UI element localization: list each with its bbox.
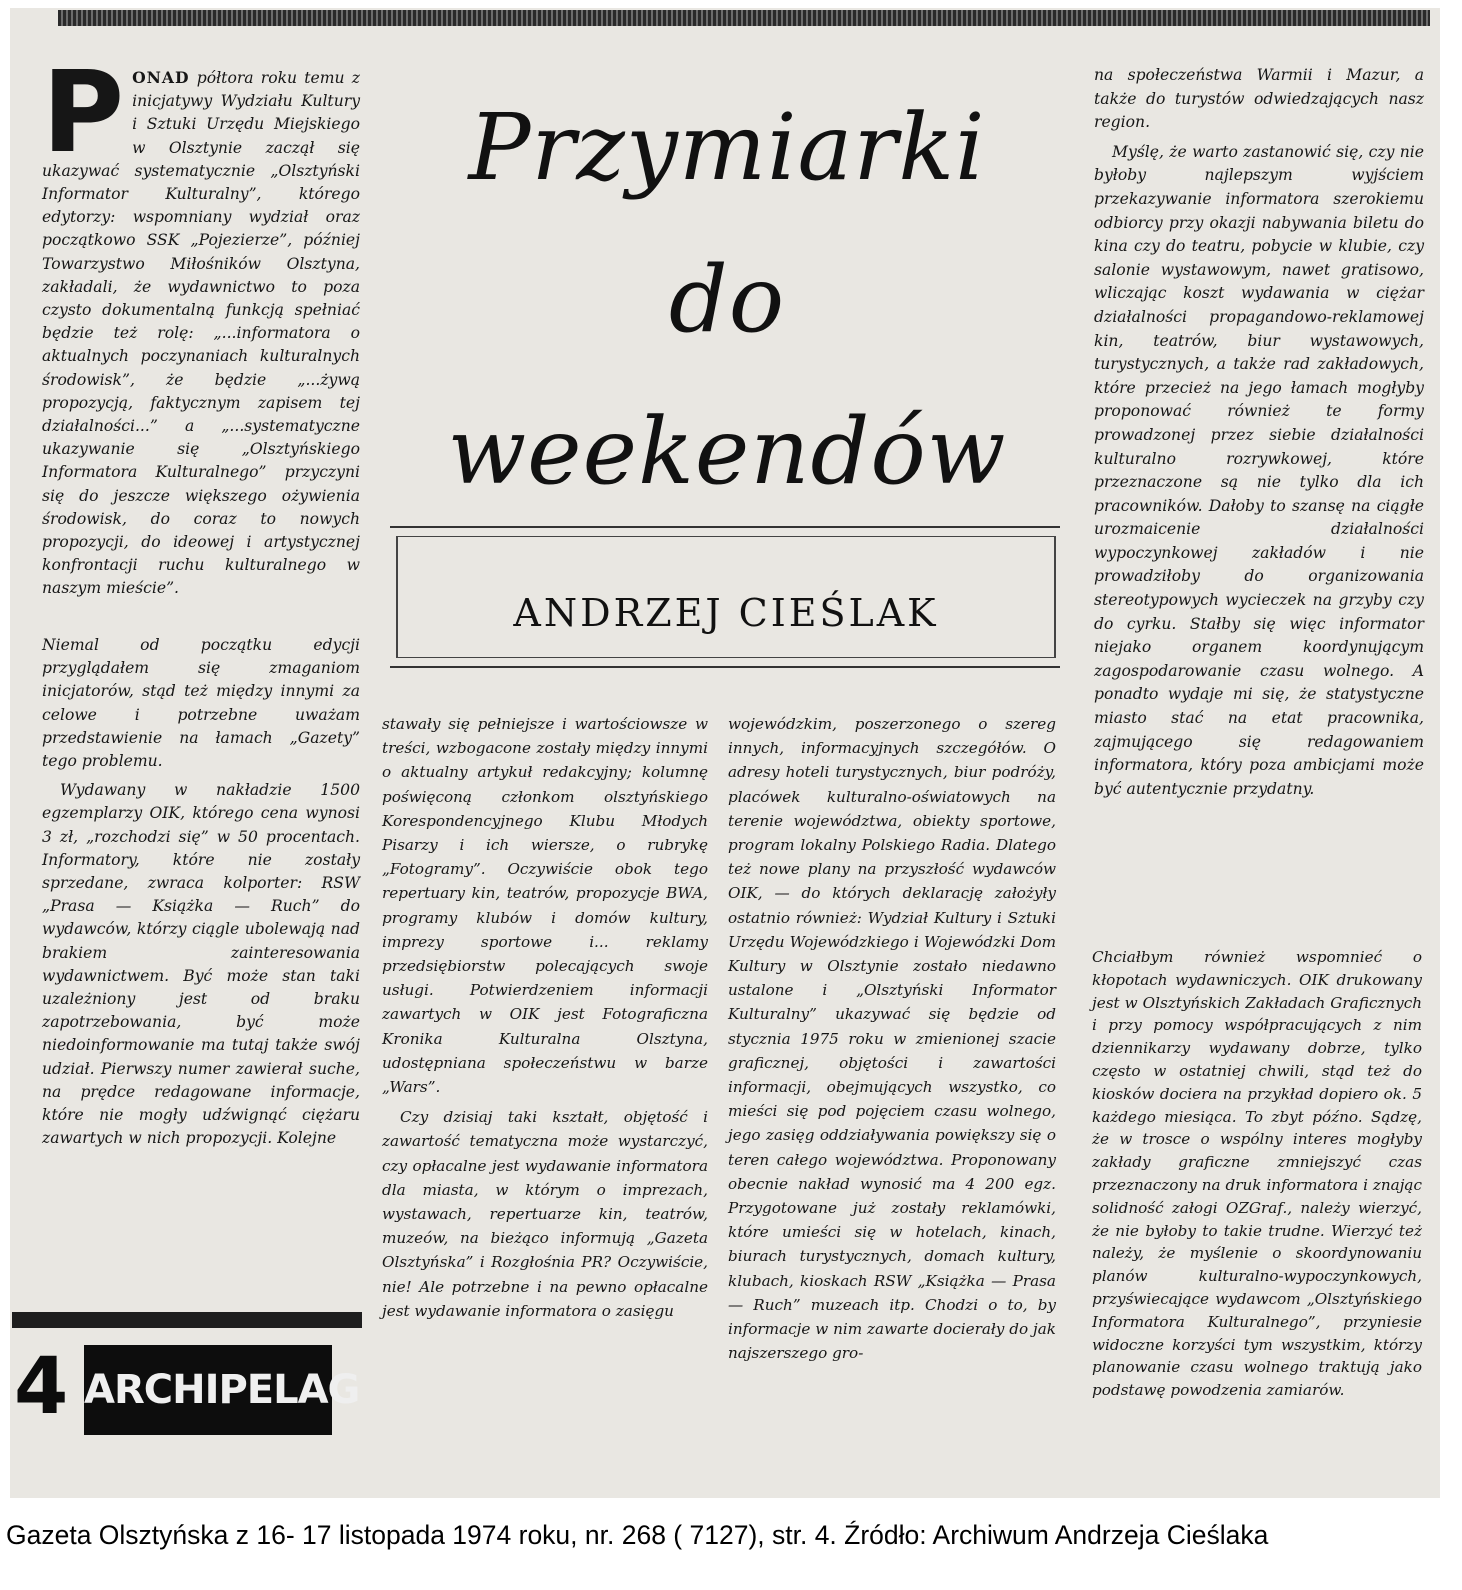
paragraph: Wydawany w nakładzie 1500 egzemplarzy OIK, którego cena wynosi 3 zł, „rozchodzi się” w 50 procentach. Informatory, które nie zostały sprzedane, zwraca kolporter: RSW „Prasa — Książka — Ruch” do wydawców, którzy ciągle ubolewają nad brakiem zainteresowania wydawnictwem. Być może stan taki uzależniony jest od braku zapotrzebowania, być może niedoinformowanie ma tutaj także swój udział. Pierwszy numer zawierał suche, na prędce redagowane informacje, które nie mogły udźwignąć ciężaru zawartych w nich propozycji. Kolejne [42,781,360,1148]
drop-cap: P [42,48,125,178]
title-line: Przymiarki [468,94,986,201]
byline-inner-frame [396,536,1056,658]
paragraph: stawały się pełniejsze i wartościowsze w treści, wzbogacone zostały między innymi o aktualny artykuł redakcyjny; kolumnę poświęconą członkom olsztyńskiego Korespondencyjnego Klubu Młodych Pisarzy i ich wiersze, o rubrykę „Fotogramy”. Oczywiście obok tego repertuary kin, teatrów, propozycje BWA, programy klubów i domów kultury, imprezy sportowe i... reklamy przedsiębiorstw polecających swoje usługi. Potwierdzeniem informacji zawartych w OIK jest Fotograficzna Kronika Kulturalna Olsztyna, udostępniana społeczeństwu w barze „Wars”. [382,715,708,1097]
column-4-lower [1092,946,1422,1408]
paragraph: Czy dzisiaj taki kształt, objętość i zawartość tematyczna może wystarczyć, czy opłacalne jest wydawanie informatora dla miasta, w którym o imprezach, wystawach, repertuarze kin, teatrów, muzeów, na bieżąco informują „Gazeta Olsztyńska” i Rozgłośnia PR? Oczywiście, nie! Ale potrzebne i na pewno opłacalne jest wydawanie informatora o zasięgu [382,1108,708,1320]
column-4 [1094,64,1424,807]
byline-frame [390,526,1060,668]
column-2 [382,712,708,1329]
lead-word: ONAD [132,68,190,87]
column-3 [728,712,1056,1371]
paragraph: Myślę, że warto zastanowić się, czy nie byłoby najlepszym wyjściem przekazywanie informatora szerokiemu odbiorcy przy okazji nabywania biletu do kina czy do teatru, pobycie w klubie, czy salonie wystawowym, nawet gratisowo, wliczając koszt wydawania w ciężar działalności propagandowo-reklamowej kin, teatrów, biur wystawowych, turystycznych, a także rad zakładowych, które przecież na jego łamach mogłyby proponować również te formy prowadzonej przez siebie działalności kulturalno rozrywkowej, które przeznaczone są nie tylko dla ich pracowników. Dałoby to szansę na ciągłe urozmaicenie działalności wypoczynkowej zakładów i nie prowadziłoby do organizowania stereotypowych wycieczek na grzyby czy do cyrku. Stałby się więc informator niejako organem koordynującym zagospodarowanie czasu wolnego. A ponadto wydaje mi się, że statystyczne miasto stać na etat pracownika, zajmującego się redagowaniem informatora, który poza ambicjami może być autentycznie przydatny. [1094,142,1424,798]
paragraph: Chciałbym również wspomnieć o kłopotach wydawniczych. OIK drukowany jest w Olsztyńskich Zakładach Graficznych i przy pomocy współpracujących z nim dziennikarzy wydawany dobrze, tylko często w ostatniej chwili, stąd też do kiosków docierа na przykład dopiero ok. 5 każdego miesiąca. To zbyt późno. Sądzę, że w trosce o wspólny interes mogłyby zakłady graficzne zmniejszyć czas przeznaczony na druk informatora i znając solidność załogi OZGraf., należy wierzyć, że nie byłoby to takie trudne. Wierzyć też należy, że myślenie o skoordynowaniu planów kulturalno-wypoczynkowych, przyświecające wydawcom „Olsztyńskiego Informatora Kulturalnego”, przyniesie widoczne korzyści tym wszystkim, którzy planowanie czasu wolnego traktują jako podstawę powodzenia zamiarów. [1092,948,1422,1400]
section-masthead: ARCHIPELAG [84,1345,332,1435]
page-number: 4 [14,1342,69,1432]
column-1 [42,48,360,607]
paragraph: Niemal od początku edycji przyglądałem się zmaganiom inicjatorów, stąd też między innymi za celowe i potrzebne uważam przedstawienie na łamach „Gazety” tego problemu. [42,636,360,771]
image-caption: Gazeta Olsztyńska z 16- 17 listopada 1974 roku, nr. 268 ( 7127), str. 4. Źródło: Archiwum Andrzeja Cieślaka [6,1520,1269,1550]
paragraph-text: półtora roku temu z inicjatywy Wydziału Kultury i Sztuki Urzędu Miejskiego w Olsztynie zaczął się ukazywać systematycznie „Olsztyński Informator Kulturalny”, którego edytorzy: wspomniany wydział oraz początkowo SSK „Pojezierze”, później Towarzystwo Miłośników Olsztyna, zakładali, że wydawnictwo to poza czysto dokumentalną funkcją spełniać będzie też rolę: „...informatora o aktualnych poczynaniach kulturalnych środowisk”, że będzie „...żywą propozycją, faktycznym zapisem tej działalności...” a „...systematyczne ukazywanie się „Olsztyńskiego Informatora Kulturalnego” przyczyni się do jeszcze większego ożywienia środowisk, do coraz to nowych propozycji, do ideowej i artystycznej konfrontacji ruchu kulturalnego w naszym mieście”. [42,69,360,598]
paragraph: na społeczeństwa Warmii i Mazur, a także do turystów odwiedzających nasz region. [1094,66,1424,132]
column-1-lower [42,634,360,1156]
section-rule [12,1312,362,1328]
title-line: weekendów [447,398,1007,505]
paragraph: wojewódzkim, poszerzonego o szereg innych, informacyjnych szczegółów. O adresy hoteli turystycznych, biur podróży, placówek kulturalno-oświatowych na terenie województwa, obiekty sportowe, program lokalny Polskiego Radia. Dlatego też nowe plany na przyszłość wydawców OIK, — do których deklarację założyły ostatnio również: Wydział Kultury i Sztuki Urzędu Wojewódzkiego i Wojewódzki Dom Kultury w Olsztynie zostało niedawno ustalone i „Olsztyński Informator Kulturalny” ukazywać się będzie od stycznia 1975 roku w zmienionej szacie graficznej, objętości i zawartości informacji, obejmujących wszystko, co mieści się pod pojęciem czasu wolnego, jego zasięg oddziaływania powiększy się o teren całego województwa. Proponowany obecnie nakład wynosić ma 4 200 egz. Przygotowane już zostały reklamówki, które umieści się w hotelach, kinach, biurach turystycznych, domach kultury, klubach, kioskach RSW „Książka — Prasa — Ruch” muzeach itp. Chodzi o to, by informacje w nim zawarte docierały do jak najszerszego gro- [728,715,1056,1363]
article-title [382,72,1072,528]
top-rule [58,10,1430,26]
author-byline: ANDRZEJ CIEŚLAK [513,591,939,635]
title-line: do [668,246,786,353]
